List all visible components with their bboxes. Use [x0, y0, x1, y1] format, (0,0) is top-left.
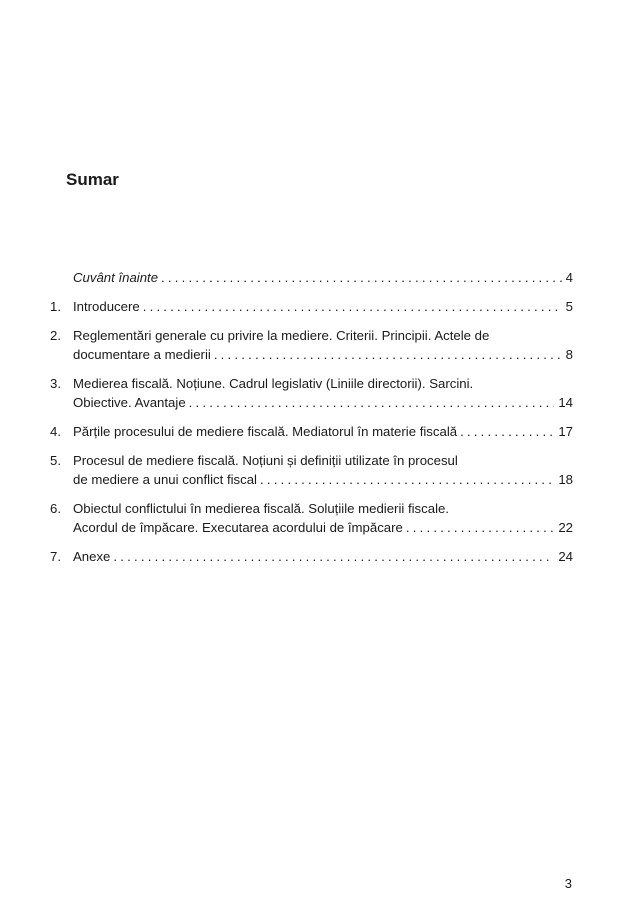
- toc-entry: [50, 374, 573, 412]
- toc-entry-number: 7.: [50, 549, 61, 564]
- dot-leader: [211, 345, 562, 364]
- table-of-contents: [50, 268, 573, 576]
- dot-leader: [257, 470, 554, 489]
- toc-entry: [50, 268, 573, 287]
- toc-entry-page: 14: [558, 395, 573, 410]
- dot-leader: [403, 518, 554, 537]
- toc-entry-title-line: Reglementări generale cu privire la mediere. Criterii. Principii. Actele de: [73, 328, 490, 343]
- toc-entry-page: 17: [558, 424, 573, 439]
- toc-entry-number: 3.: [50, 376, 61, 391]
- toc-entry-page: 18: [558, 472, 573, 487]
- toc-entry-number: 6.: [50, 501, 61, 516]
- page-title: Sumar: [66, 170, 119, 189]
- toc-entry-title: Acordul de împăcare. Executarea acordului de împăcare: [73, 520, 403, 535]
- toc-entry-number: 4.: [50, 424, 61, 439]
- toc-entry-page: 4: [565, 270, 573, 285]
- toc-entry: [50, 326, 573, 364]
- toc-entry-title: Părțile procesului de mediere fiscală. Mediatorul în materie fiscală: [73, 424, 458, 439]
- toc-entry-title-line: Obiectul conflictului în medierea fiscală. Soluțiile medierii fiscale.: [73, 501, 450, 516]
- toc-entry: [50, 547, 573, 566]
- toc-entry-title-line: Medierea fiscală. Noțiune. Cadrul legislativ (Liniile directorii). Sarcini.: [73, 376, 474, 391]
- page-number: 3: [564, 876, 572, 891]
- dot-leader: [158, 268, 562, 287]
- toc-entry: [50, 451, 573, 489]
- toc-entry: [50, 499, 573, 537]
- toc-entry-title: Anexe: [73, 549, 111, 564]
- toc-entry-page: 8: [565, 347, 573, 362]
- dot-leader: [457, 422, 554, 441]
- dot-leader: [186, 393, 555, 412]
- toc-entry: [50, 422, 573, 441]
- toc-entry: [50, 297, 573, 316]
- toc-entry-page: 24: [558, 549, 573, 564]
- toc-entry-title-line: Procesul de mediere fiscală. Noțiuni și definiții utilizate în procesul: [73, 453, 458, 468]
- toc-entry-title: documentare a medierii: [73, 347, 211, 362]
- toc-entry-title: Obiective. Avantaje: [73, 395, 186, 410]
- dot-leader: [140, 297, 562, 316]
- toc-entry-number: 1.: [50, 299, 61, 314]
- toc-entry-page: 22: [558, 520, 573, 535]
- toc-entry-title: de mediere a unui conflict fiscal: [73, 472, 257, 487]
- toc-entry-title: Cuvânt înainte: [73, 270, 159, 285]
- toc-entry-number: [50, 268, 73, 287]
- toc-entry-number: 2.: [50, 328, 61, 343]
- toc-entry-number: 5.: [50, 453, 61, 468]
- dot-leader: [110, 547, 554, 566]
- toc-entry-page: 5: [565, 299, 573, 314]
- toc-entry-title: Introducere: [73, 299, 140, 314]
